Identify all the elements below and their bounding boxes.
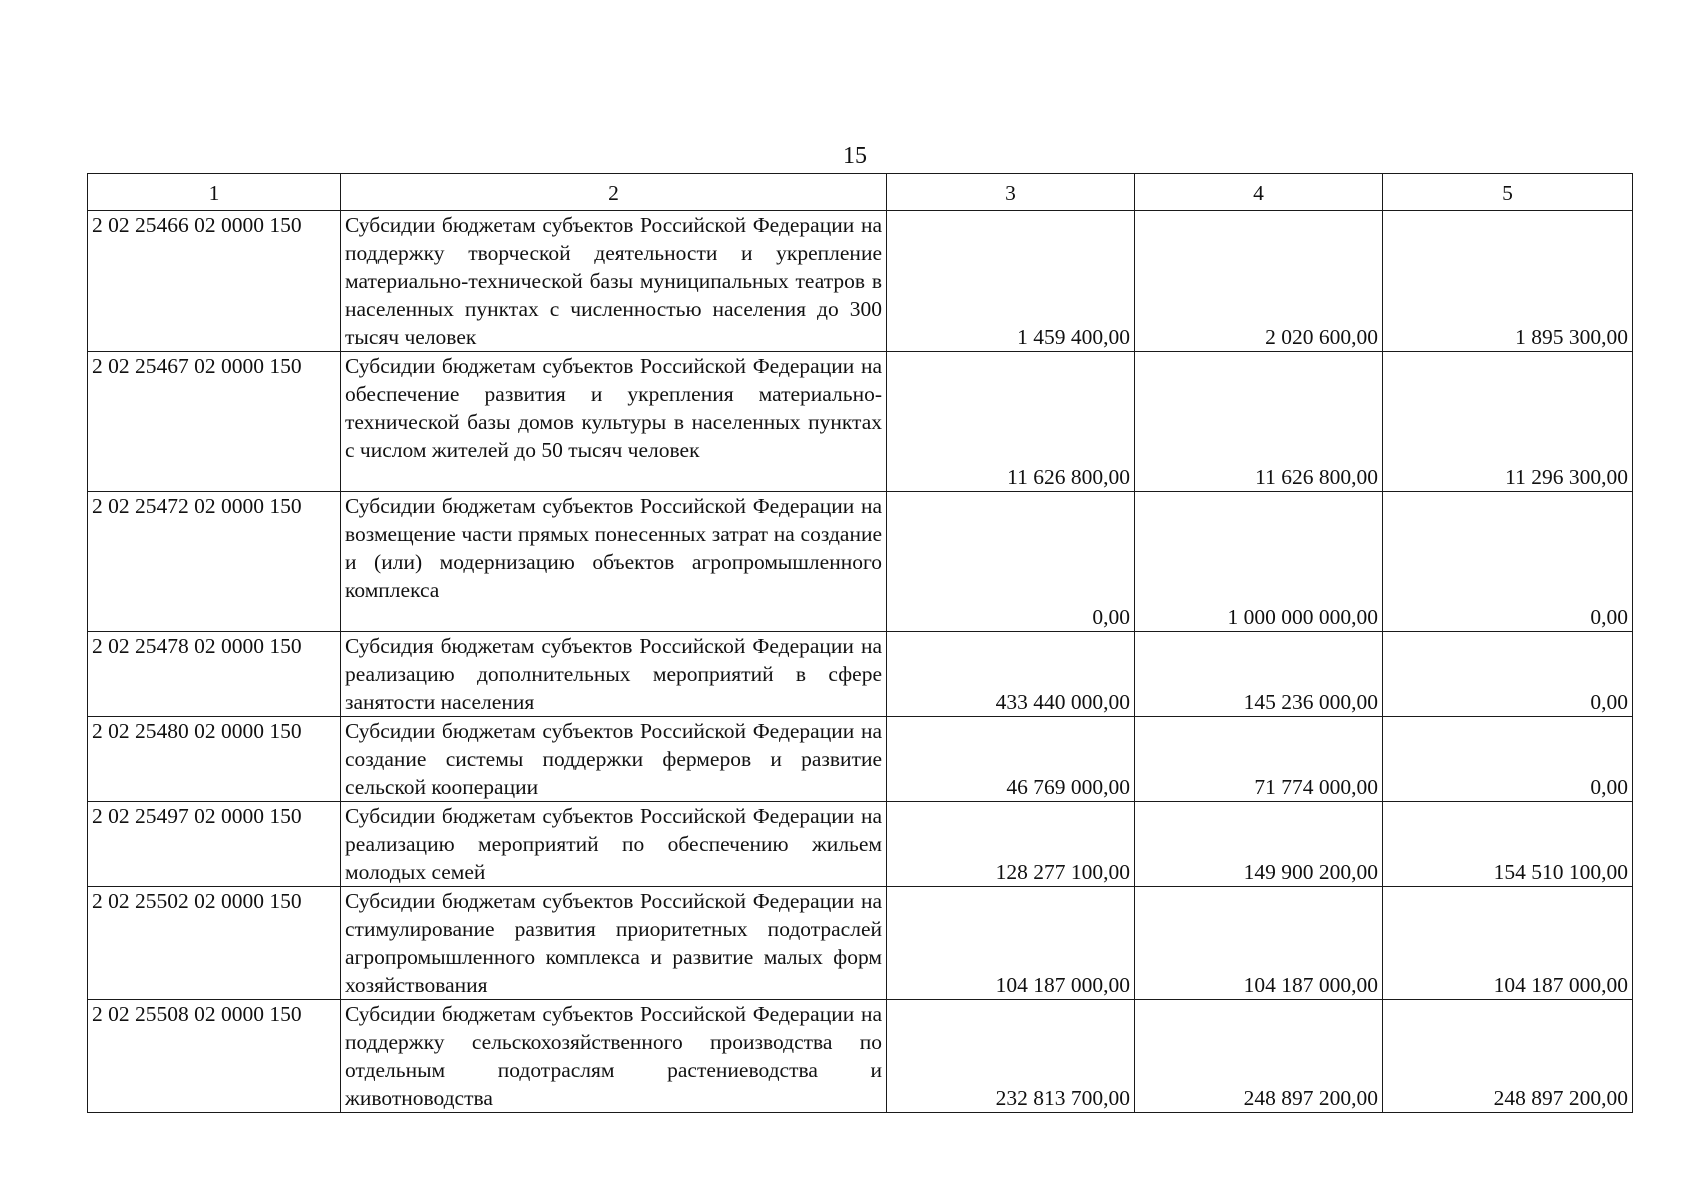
budget-code-cell: 2 02 25508 02 0000 150 — [88, 1000, 341, 1113]
amount-col3-cell: 46 769 000,00 — [887, 717, 1135, 802]
description-cell: Субсидии бюджетам субъектов Российской Федерации на поддержку творческой деятельности и укрепление материально-технической базы муниципальных театров в населенных пунктах с численностью населения до 300 тысяч человек — [341, 211, 887, 352]
amount-col4-cell: 248 897 200,00 — [1135, 1000, 1383, 1113]
table-row — [88, 211, 1633, 352]
amount-col4-cell: 145 236 000,00 — [1135, 632, 1383, 717]
table-row — [88, 632, 1633, 717]
amount-col4-cell: 2 020 600,00 — [1135, 211, 1383, 352]
amount-col5-cell: 104 187 000,00 — [1383, 887, 1633, 1000]
table-row — [88, 1000, 1633, 1113]
amount-col5-cell: 0,00 — [1383, 492, 1633, 632]
amount-col3-cell: 104 187 000,00 — [887, 887, 1135, 1000]
column-header-3: 3 — [887, 174, 1135, 211]
amount-col5-cell: 248 897 200,00 — [1383, 1000, 1633, 1113]
amount-col4-cell: 149 900 200,00 — [1135, 802, 1383, 887]
budget-code-cell: 2 02 25466 02 0000 150 — [88, 211, 341, 352]
amount-col5-cell: 154 510 100,00 — [1383, 802, 1633, 887]
amount-col5-cell: 0,00 — [1383, 717, 1633, 802]
table-row — [88, 352, 1633, 492]
description-cell: Субсидии бюджетам субъектов Российской Федерации на поддержку сельскохозяйственного производства по отдельным подотраслям растениеводства и животноводства — [341, 1000, 887, 1113]
amount-col5-cell: 1 895 300,00 — [1383, 211, 1633, 352]
amount-col4-cell: 11 626 800,00 — [1135, 352, 1383, 492]
amount-col3-cell: 11 626 800,00 — [887, 352, 1135, 492]
table-row — [88, 802, 1633, 887]
amount-col3-cell: 433 440 000,00 — [887, 632, 1135, 717]
description-cell: Субсидии бюджетам субъектов Российской Федерации на возмещение части прямых понесенных затрат на создание и (или) модернизацию объектов агропромышленного комплекса — [341, 492, 887, 632]
description-cell: Субсидия бюджетам субъектов Российской Федерации на реализацию дополнительных мероприятий в сфере занятости населения — [341, 632, 887, 717]
page-number: 15 — [843, 143, 867, 169]
description-cell: Субсидии бюджетам субъектов Российской Федерации на обеспечение развития и укрепления материально-технической базы домов культуры в населенных пунктах с числом жителей до 50 тысяч человек — [341, 352, 887, 492]
amount-col5-cell: 11 296 300,00 — [1383, 352, 1633, 492]
budget-code-cell: 2 02 25502 02 0000 150 — [88, 887, 341, 1000]
amount-col5-cell: 0,00 — [1383, 632, 1633, 717]
column-header-1: 1 — [88, 174, 341, 211]
description-cell: Субсидии бюджетам субъектов Российской Федерации на стимулирование развития приоритетных подотраслей агропромышленного комплекса и развитие малых форм хозяйствования — [341, 887, 887, 1000]
budget-code-cell: 2 02 25497 02 0000 150 — [88, 802, 341, 887]
column-header-5: 5 — [1383, 174, 1633, 211]
column-header-2: 2 — [341, 174, 887, 211]
table-row — [88, 887, 1633, 1000]
description-cell: Субсидии бюджетам субъектов Российской Федерации на создание системы поддержки фермеров и развитие сельской кооперации — [341, 717, 887, 802]
budget-code-cell: 2 02 25480 02 0000 150 — [88, 717, 341, 802]
table-row — [88, 492, 1633, 632]
amount-col4-cell: 104 187 000,00 — [1135, 887, 1383, 1000]
column-header-4: 4 — [1135, 174, 1383, 211]
amount-col3-cell: 128 277 100,00 — [887, 802, 1135, 887]
amount-col3-cell: 0,00 — [887, 492, 1135, 632]
amount-col4-cell: 71 774 000,00 — [1135, 717, 1383, 802]
description-cell: Субсидии бюджетам субъектов Российской Федерации на реализацию мероприятий по обеспечению жильем молодых семей — [341, 802, 887, 887]
amount-col3-cell: 1 459 400,00 — [887, 211, 1135, 352]
budget-code-cell: 2 02 25467 02 0000 150 — [88, 352, 341, 492]
amount-col4-cell: 1 000 000 000,00 — [1135, 492, 1383, 632]
table-row — [88, 717, 1633, 802]
budget-code-cell: 2 02 25478 02 0000 150 — [88, 632, 341, 717]
budget-code-cell: 2 02 25472 02 0000 150 — [88, 492, 341, 632]
table-header-row — [88, 174, 1633, 211]
budget-table — [87, 173, 1633, 1113]
amount-col3-cell: 232 813 700,00 — [887, 1000, 1135, 1113]
